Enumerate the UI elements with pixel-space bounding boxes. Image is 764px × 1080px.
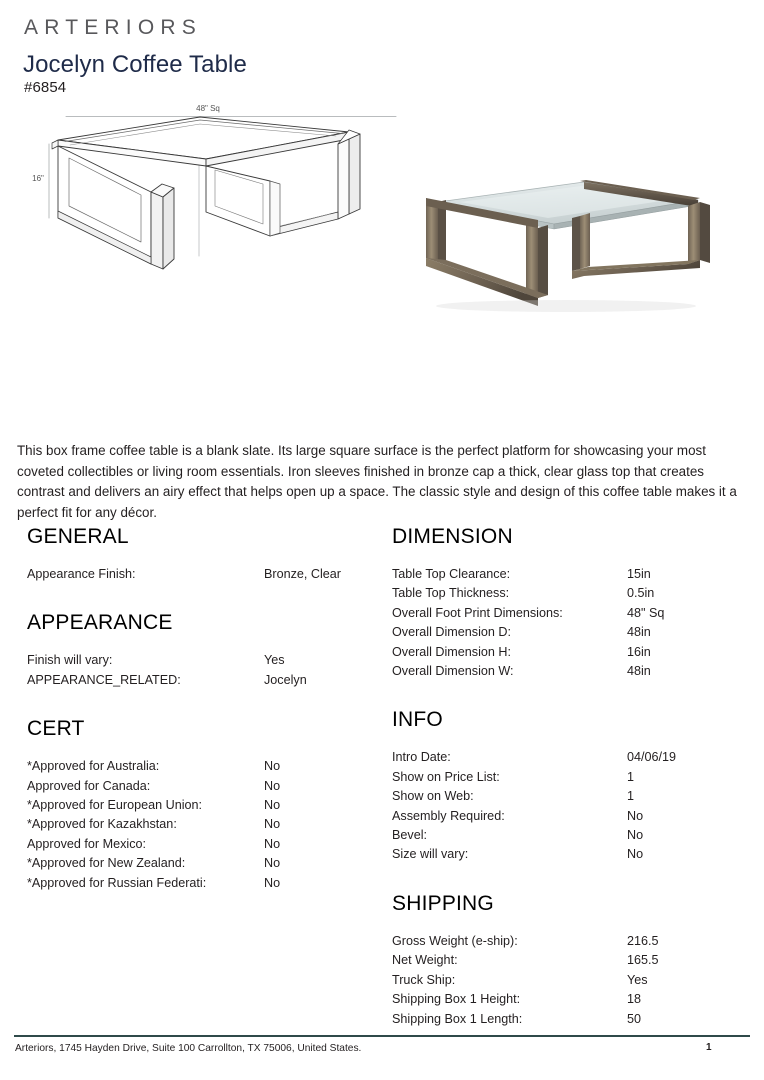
spec-row xyxy=(392,604,754,623)
brand-logo: ARTERIORS xyxy=(24,16,202,39)
spec-value: 48in xyxy=(627,664,651,679)
dimension-width-label: 48" Sq xyxy=(196,104,220,113)
spec-row xyxy=(392,845,754,864)
spec-value: Yes xyxy=(264,653,285,668)
product-description: This box frame coffee table is a blank slate. Its large square surface is the perfect platform for showcasing your most coveted collectibles or living room essentials. Iron sleeves finished in bronze cap a thick, clear glass top that creates contrast and delivers an airy effect that helps open up a space. The classic style and design of this coffee table makes it a perfect fit for any décor. xyxy=(17,443,737,520)
spec-value: 16in xyxy=(627,644,651,659)
spec-value: No xyxy=(627,847,644,862)
footer-divider xyxy=(14,1035,750,1037)
spec-list xyxy=(27,565,387,584)
spec-label: *Approved for European Union: xyxy=(27,798,203,813)
technical-line-drawing xyxy=(8,96,408,306)
section-spacer xyxy=(27,584,387,610)
spec-label: Shipping Box 1 Height: xyxy=(392,992,521,1007)
spec-value: No xyxy=(264,759,281,774)
spec-label: Truck Ship: xyxy=(392,972,456,987)
spec-value: No xyxy=(627,808,644,823)
spec-value: 165.5 xyxy=(627,953,659,968)
spec-column-left xyxy=(27,524,387,893)
spec-label: Table Top Thickness: xyxy=(392,586,510,601)
spec-row xyxy=(392,990,754,1009)
section-heading-info: INFO xyxy=(392,708,443,732)
spec-row xyxy=(392,951,754,970)
spec-value: 1 xyxy=(627,789,635,804)
spec-row xyxy=(27,835,387,854)
heading-spacer xyxy=(27,635,387,651)
page-title: Jocelyn Coffee Table xyxy=(23,51,247,78)
spec-label: Appearance Finish: xyxy=(27,567,136,581)
spec-list xyxy=(392,748,754,864)
heading-spacer xyxy=(392,916,754,932)
spec-value: No xyxy=(627,828,644,843)
spec-label: Show on Web: xyxy=(392,789,474,804)
spec-list xyxy=(392,565,754,681)
spec-value: No xyxy=(264,856,281,871)
spec-label: Table Top Clearance: xyxy=(392,567,511,581)
spec-row xyxy=(27,651,387,670)
spec-label: Show on Price List: xyxy=(392,769,500,784)
spec-label: *Approved for New Zealand: xyxy=(27,856,186,871)
spec-value: 04/06/19 xyxy=(627,750,677,765)
spec-label: *Approved for Russian Federati: xyxy=(27,875,207,890)
spec-label: Net Weight: xyxy=(392,953,458,968)
section-spacer xyxy=(392,681,754,707)
spec-row xyxy=(27,874,387,893)
spec-list xyxy=(27,651,387,690)
spec-row xyxy=(392,826,754,845)
spec-label: Approved for Canada: xyxy=(27,778,151,793)
spec-row xyxy=(392,932,754,951)
heading-spacer xyxy=(392,732,754,748)
spec-label: APPEARANCE_RELATED: xyxy=(27,672,181,687)
spec-label: Approved for Mexico: xyxy=(27,836,146,851)
spec-row xyxy=(392,662,754,681)
section-spacer xyxy=(392,865,754,891)
spec-value: No xyxy=(264,875,281,890)
spec-row xyxy=(392,807,754,826)
product-sku: #6854 xyxy=(24,79,67,96)
spec-value: Jocelyn xyxy=(264,672,307,687)
spec-label: Size will vary: xyxy=(392,847,469,862)
spec-value: Bronze, Clear xyxy=(264,567,341,581)
spec-label: Bevel: xyxy=(392,828,428,843)
section-spacer xyxy=(27,690,387,716)
spec-label: *Approved for Australia: xyxy=(27,759,160,774)
spec-value: Yes xyxy=(627,972,648,987)
page-number: 1 xyxy=(706,1042,712,1053)
spec-label: *Approved for Kazakhstan: xyxy=(27,817,177,832)
spec-column-right xyxy=(392,524,754,1029)
section-heading-appearance: APPEARANCE xyxy=(27,611,173,635)
heading-spacer xyxy=(27,549,387,565)
spec-value: 0.5in xyxy=(627,586,655,601)
spec-row xyxy=(27,777,387,796)
spec-label: Shipping Box 1 Length: xyxy=(392,1011,523,1026)
spec-row xyxy=(27,854,387,873)
spec-value: No xyxy=(264,836,281,851)
spec-value: No xyxy=(264,778,281,793)
spec-row xyxy=(27,671,387,690)
spec-row xyxy=(27,565,387,584)
spec-value: 18 xyxy=(627,992,642,1007)
spec-row xyxy=(392,565,754,584)
spec-value: No xyxy=(264,798,281,813)
heading-spacer xyxy=(392,549,754,565)
spec-value: 50 xyxy=(627,1011,642,1026)
spec-row xyxy=(27,757,387,776)
spec-row xyxy=(392,971,754,990)
product-photo xyxy=(398,150,764,335)
section-heading-general: GENERAL xyxy=(27,525,129,548)
spec-value: 216.5 xyxy=(627,933,659,948)
section-heading-cert: CERT xyxy=(27,717,85,741)
spec-label: Overall Dimension H: xyxy=(392,644,511,659)
spec-label: Gross Weight (e-ship): xyxy=(392,933,518,948)
spec-label: Overall Dimension W: xyxy=(392,664,514,679)
spec-label: Intro Date: xyxy=(392,750,451,765)
spec-row xyxy=(27,796,387,815)
spec-label: Finish will vary: xyxy=(27,653,113,668)
spec-list xyxy=(27,757,387,893)
spec-row xyxy=(392,623,754,642)
spec-value: 48in xyxy=(627,625,651,640)
spec-label: Overall Foot Print Dimensions: xyxy=(392,605,563,620)
spec-row xyxy=(392,643,754,662)
spec-value: 1 xyxy=(627,769,635,784)
spec-row xyxy=(392,1010,754,1029)
spec-row xyxy=(392,787,754,806)
spec-list xyxy=(392,932,754,1029)
section-heading-dimension: DIMENSION xyxy=(392,525,513,548)
spec-row xyxy=(27,815,387,834)
spec-value: 15in xyxy=(627,567,651,581)
dimension-height-label: 16" xyxy=(32,174,44,183)
spec-label: Overall Dimension D: xyxy=(392,625,511,640)
spec-label: Assembly Required: xyxy=(392,808,505,823)
spec-row xyxy=(392,584,754,603)
spec-value: 48" Sq xyxy=(627,605,665,620)
section-heading-shipping: SHIPPING xyxy=(392,891,494,915)
spec-value: No xyxy=(264,817,281,832)
spec-row xyxy=(392,768,754,787)
footer-address: Arteriors, 1745 Hayden Drive, Suite 100 Carrollton, TX 75006, United States. xyxy=(15,1043,362,1054)
heading-spacer xyxy=(27,741,387,757)
spec-row xyxy=(392,748,754,767)
